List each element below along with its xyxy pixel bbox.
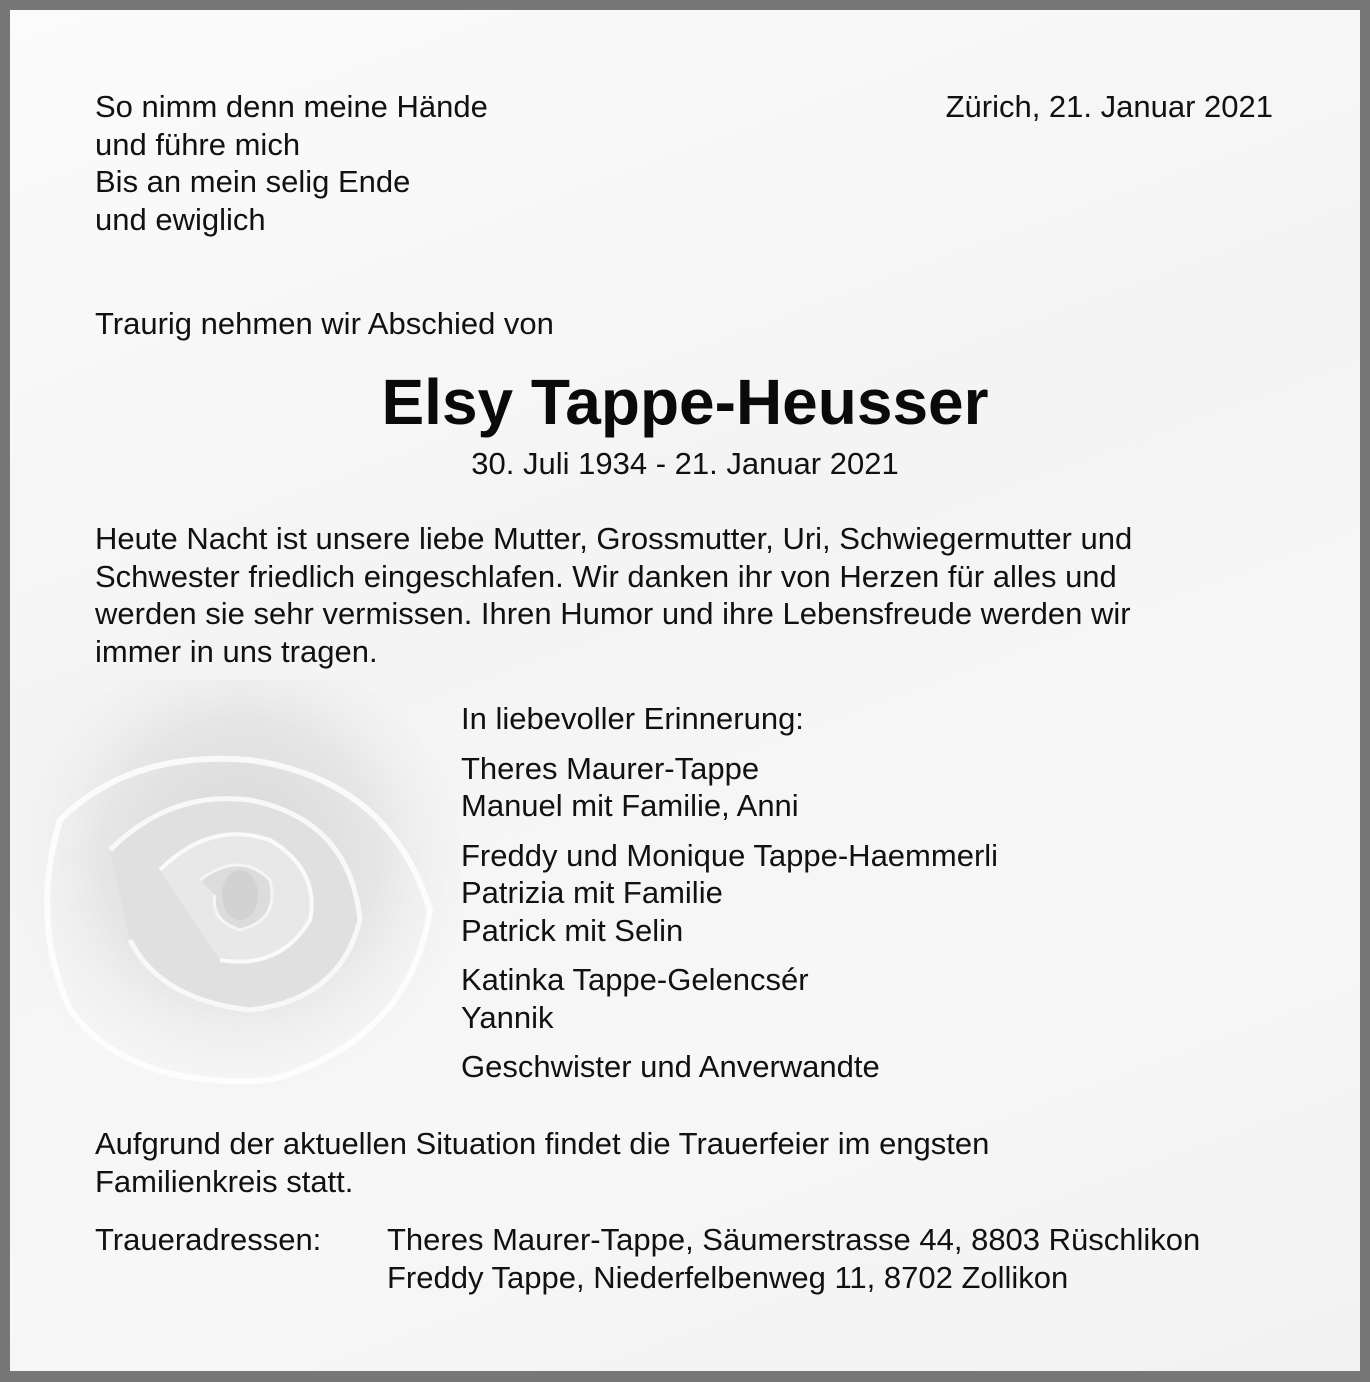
mourner: Katinka Tappe-Gelencsér xyxy=(461,962,809,997)
mourner-group xyxy=(461,1048,998,1086)
ceremony-line: Aufgrund der aktuellen Situation findet die Trauerfeier im engsten xyxy=(95,1126,990,1161)
message-line: Heute Nacht ist unsere liebe Mutter, Grossmutter, Uri, Schwiegermutter und xyxy=(95,521,1133,556)
deceased-name: Elsy Tappe-Heusser xyxy=(381,366,989,438)
mourners-block xyxy=(461,700,998,1098)
life-dates: 30. Juli 1934 - 21. Januar 2021 xyxy=(471,446,899,481)
mourner-group xyxy=(461,837,998,950)
addresses xyxy=(387,1221,1200,1296)
mourner: Freddy und Monique Tappe-Haemmerli xyxy=(461,837,999,873)
mourner: Yannik xyxy=(461,999,554,1035)
mourner-group xyxy=(461,961,998,1036)
memory-heading: In liebevoller Erinnerung: xyxy=(461,701,804,736)
mourner: Theres Maurer-Tappe xyxy=(461,750,760,786)
message xyxy=(95,520,1132,670)
mourner: Manuel mit Familie, Anni xyxy=(461,788,799,823)
verse-line: und ewiglich xyxy=(95,201,266,237)
intro-text: Traurig nehmen wir Abschied von xyxy=(95,306,554,341)
verse xyxy=(95,88,488,238)
mourner-group xyxy=(461,750,998,825)
message-line: Schwester friedlich eingeschlafen. Wir danken ihr von Herzen für alles und xyxy=(95,558,1117,594)
verse-line: Bis an mein selig Ende xyxy=(95,164,411,199)
address-line: Theres Maurer-Tappe, Säumerstrasse 44, 8803 Rüschlikon xyxy=(387,1222,1201,1257)
mourner: Patrizia mit Familie xyxy=(461,875,723,910)
mourner: Patrick mit Selin xyxy=(461,912,684,948)
addresses-label: Traueradressen: xyxy=(95,1222,322,1257)
address-line: Freddy Tappe, Niederfelbenweg 11, 8702 Zollikon xyxy=(387,1259,1069,1295)
message-line: immer in uns tragen. xyxy=(95,633,378,669)
place-date: Zürich, 21. Januar 2021 xyxy=(945,89,1273,124)
verse-line: und führe mich xyxy=(95,126,301,162)
ceremony-line: Familienkreis statt. xyxy=(95,1163,354,1199)
ceremony-note xyxy=(95,1125,989,1200)
mourner: Geschwister und Anverwandte xyxy=(461,1049,880,1084)
rose-image xyxy=(10,680,460,1150)
verse-line: So nimm denn meine Hände xyxy=(95,89,488,124)
message-line: werden sie sehr vermissen. Ihren Humor und ihre Lebensfreude werden wir xyxy=(95,596,1131,631)
